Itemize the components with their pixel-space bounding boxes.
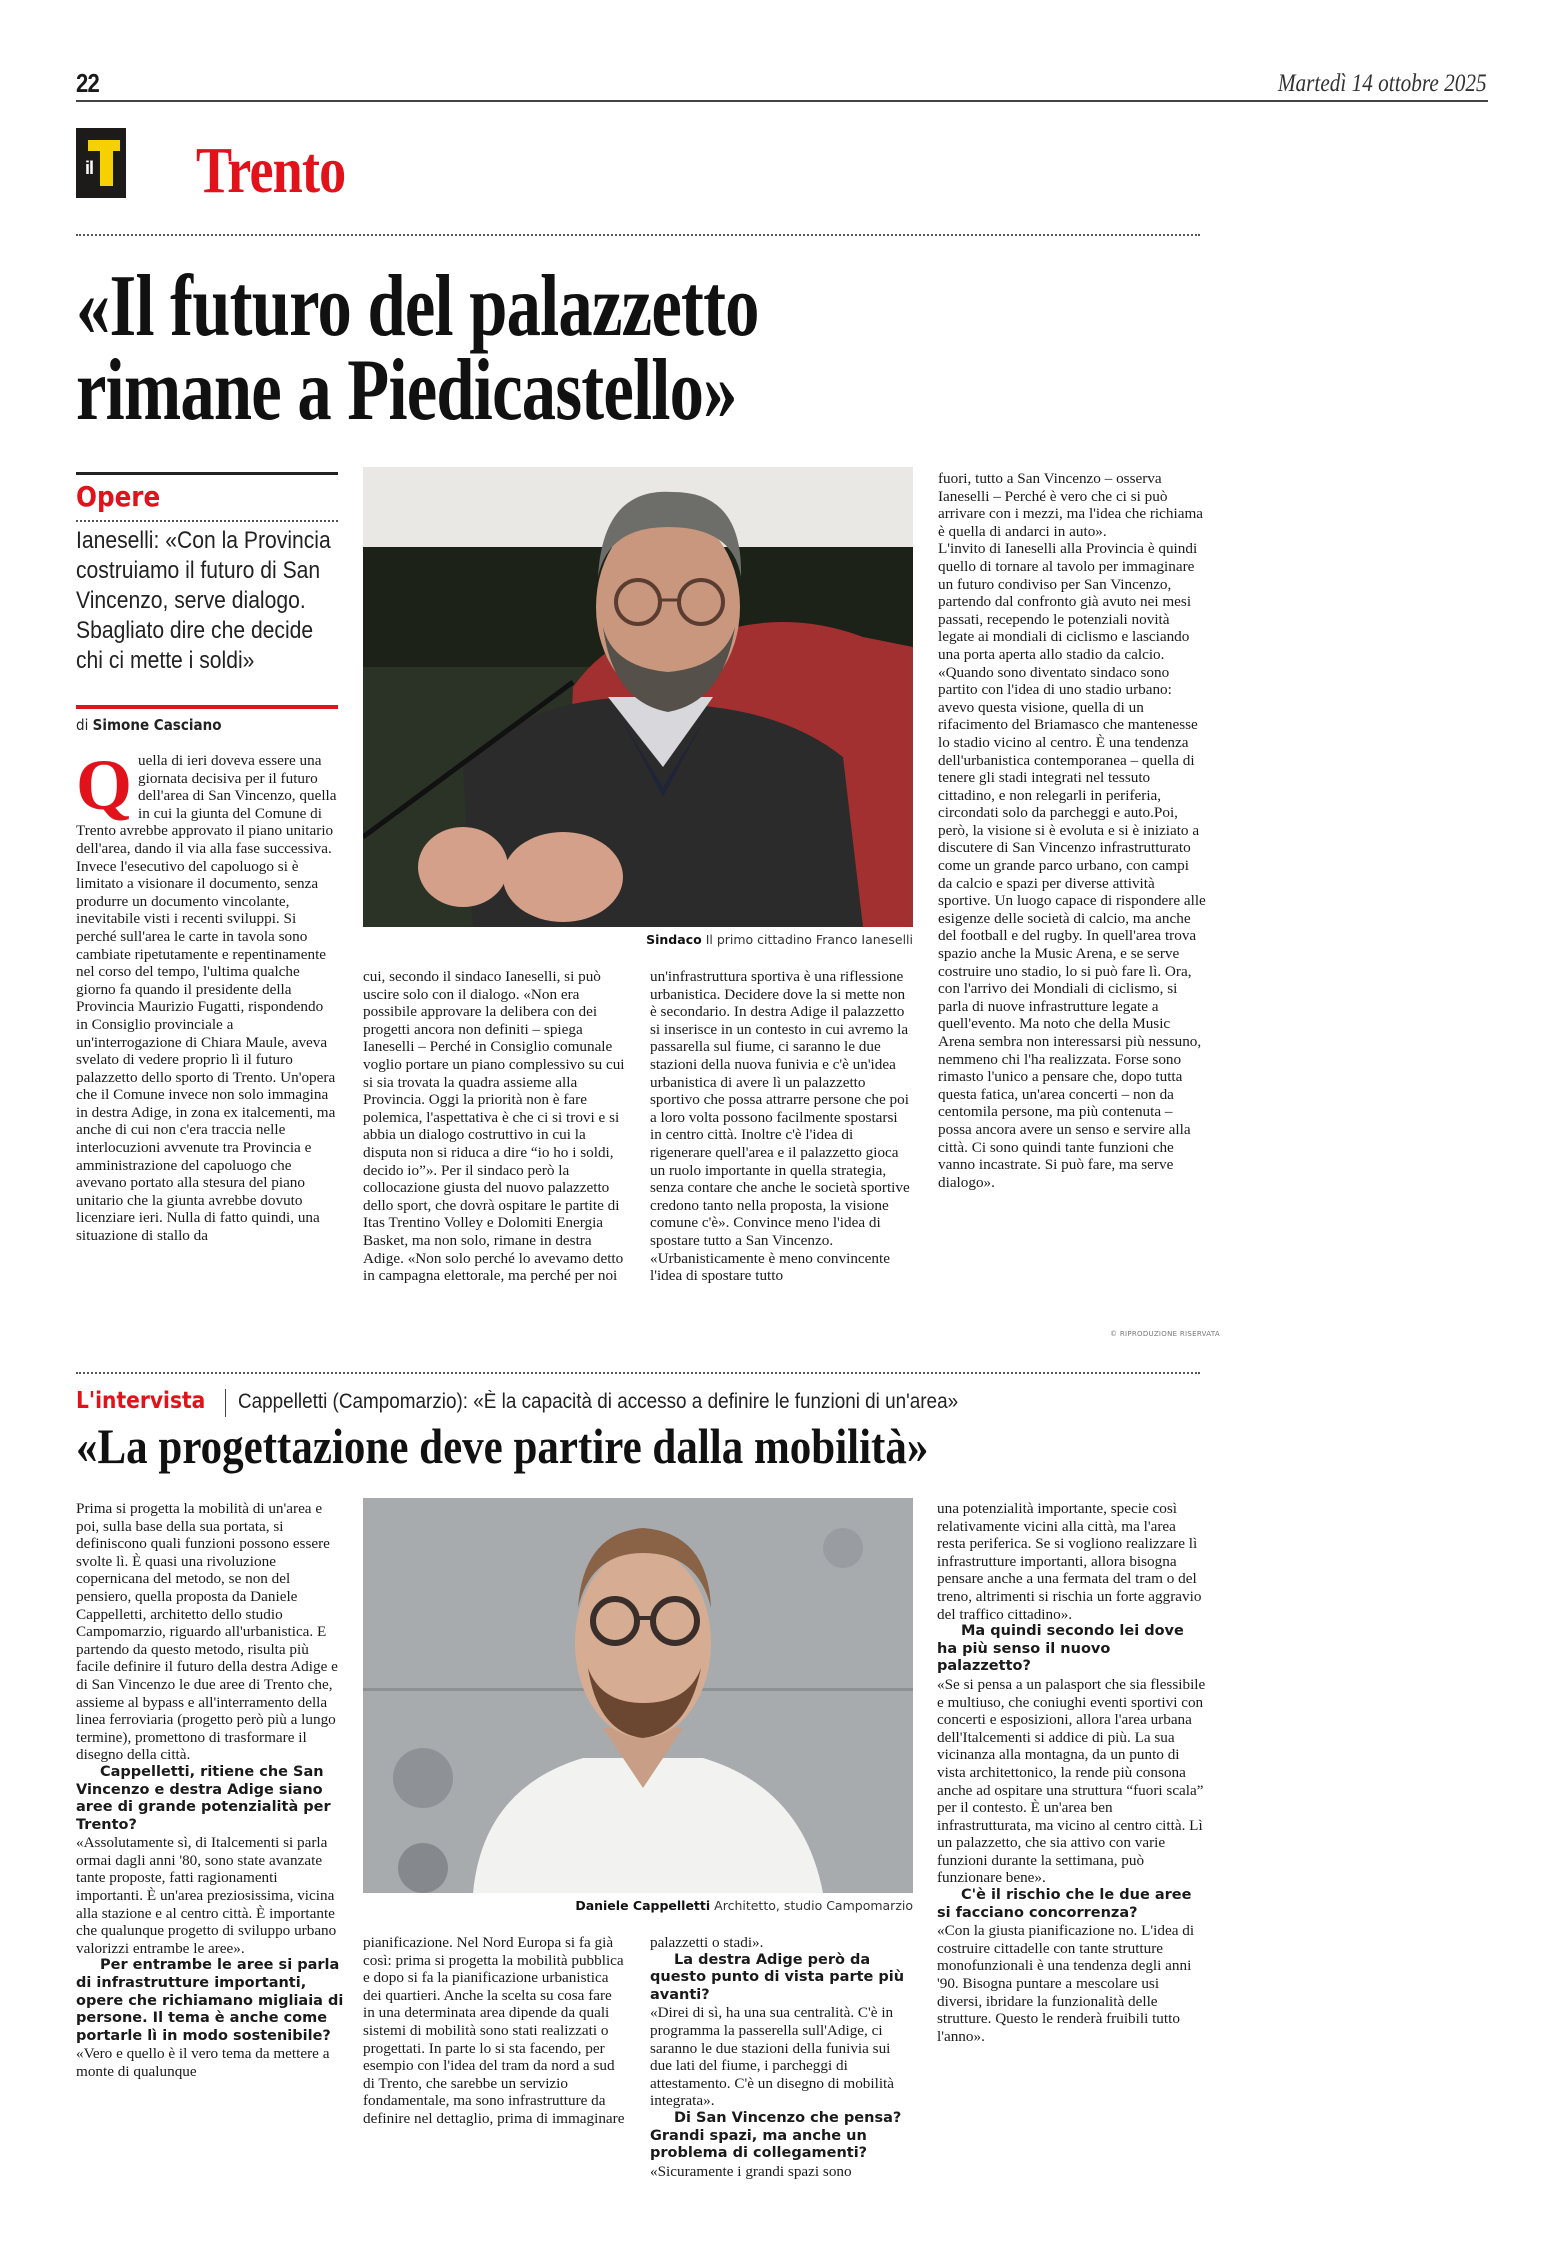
logo-t-stem xyxy=(100,140,113,186)
article1-column-3 xyxy=(650,968,912,1285)
byline xyxy=(76,716,221,734)
article1-column-4 xyxy=(938,470,1206,1191)
interview-kicker: L'intervista xyxy=(76,1388,206,1414)
interview-subkicker: Cappelletti (Campomarzio): «È la capacità di accesso a definire le funzioni di un'area» xyxy=(238,1390,959,1413)
headline-line-2: rimane a Piedicastello» xyxy=(76,342,737,439)
interview-answer: pianificazione. Nel Nord Europa si fa già così: prima si progetta la mobilità pubblica e dopo si fa la pianificazione urbanistica dei quartieri. Anche la scelta su cosa fare in una determinata area dipende da quali sistemi di mobilità sono stati realizzati o progettati. In parte lo si sta facendo, per esempio con l'idea del tram da nord a sud di Trento, che sarebbe un servizio fondamentale, ma sono infrastrutture da definire nel dettaglio, prima di immaginare xyxy=(363,1934,625,2127)
top-rule xyxy=(76,100,1488,102)
interview-answer: «Vero e quello è il vero tema da mettere a monte di qualunque xyxy=(76,2045,330,2080)
interview-answer: palazzetti o stadi». xyxy=(650,1934,764,1951)
interview-question: Di San Vincenzo che pensa? Grandi spazi, ma anche un problema di collegamenti? xyxy=(650,2109,902,2162)
copyright-notice: © RIPRODUZIONE RISERVATA xyxy=(1110,1330,1220,1338)
page-number: 22 xyxy=(76,68,99,98)
interview-answer: «Con la giusta pianificazione no. L'idea di costruire cittadelle con tante strutture monofunzionali è una tendenza degli anni '90. Bisogna puntare a mescolare usi diversi, ibridare la funzionalità delle strutture. Questo le renderà fruibili tutto l'anno». xyxy=(937,1922,1195,2045)
article2-column-1 xyxy=(76,1500,344,2081)
kicker: Opere xyxy=(76,480,161,513)
interview-answer: «Sicuramente i grandi spazi sono xyxy=(650,2162,852,2180)
article1-col4-p1: fuori, tutto a San Vincenzo – osserva Ianeselli – Perché è vero che ci si può arrivare con i mezzi, ma l'idea che richiama è quella di andarci in auto». xyxy=(938,470,1203,540)
article-divider xyxy=(76,1372,1200,1374)
newspaper-logo xyxy=(76,128,126,198)
interview-question: Cappelletti, ritiene che San Vincenzo e destra Adige siano aree di grande potenzialità per Trento? xyxy=(76,1763,331,1833)
article1-col1-text: uella di ieri doveva essere una giornata decisiva per il futuro dell'area di San Vincenzo, quella in cui la giunta del Comune di Trento avrebbe approvato il piano unitario dell'area, dando il via alla fase successiva. Invece l'esecutivo del capoluogo si è limitato a visionare il documento, senza produrre un documento vincolante, inevitabile visti i recenti sviluppi. Si perché sull'area le carte in tavola sono cambiate ripetutamente e repentinamente nel corso del tempo, l'ultima qualche giorno fa quando il presidente della Provincia Maurizio Fugatti, rispondendo in Consiglio provinciale a un'interrogazione di Chiara Maule, aveva svelato di vedere proprio lì il futuro palazzetto dello sporto di Trento. Un'opera che il Comune invece non solo immagina in destra Adige, in zona ex italcementi, ma anche di cui non c'era traccia nelle interlocuzioni avvenute tra Provincia e amministrazione del capoluogo che avevano portato alla stesura del piano unitario che la giunta avrebbe dovuto licenziare ieri. Nulla di fatto quindi, una situazione di stallo da xyxy=(76,752,337,1245)
interview-question: C'è il rischio che le due aree si facciano concorrenza? xyxy=(937,1887,1192,1921)
byline-rule xyxy=(76,705,338,709)
logo-il-text: il xyxy=(85,158,94,178)
dropcap: Q xyxy=(76,745,133,825)
photo-caption-1 xyxy=(363,932,913,947)
photo-ianeselli xyxy=(363,467,913,927)
interview-question: La destra Adige però da questo punto di vista parte più avanti? xyxy=(650,1951,905,2003)
photo-cappelletti xyxy=(363,1498,913,1893)
byline-author: Simone Casciano xyxy=(92,716,222,734)
caption-1-label: Sindaco xyxy=(646,932,702,947)
article1-column-1 xyxy=(76,745,338,1245)
main-headline xyxy=(76,258,759,439)
article2-column-3 xyxy=(650,1934,912,2180)
interview-answer: una potenzialità importante, specie così relativamente vicini alla città, ma l'area resta periferica. Se si vogliono realizzare lì infrastrutture importanti, allora bisogna pensare anche a una fermata del tram o del treno, altrimenti si rischia un forte aggravio del traffico cittadino». xyxy=(937,1500,1202,1623)
section-title: Trento xyxy=(196,134,346,207)
kicker-dotted-rule xyxy=(76,520,338,522)
article2-column-2 xyxy=(363,1934,625,2128)
issue-date: Martedì 14 ottobre 2025 xyxy=(1278,70,1487,97)
interview-answer: «Assolutamente sì, di Italcementi si parla ormai dagli anni '80, sono state avanzate tante proposte, fatti ragionamenti importanti. È un'area preziosissima, vicina alla stazione e al centro città. È importante che qualunque progetto di sviluppo urbano valorizzi entrambe le aree». xyxy=(76,1834,337,1957)
article1-col2-text: cui, secondo il sindaco Ianeselli, si può uscire solo con il dialogo. «Non era possibile approvare la delibera con dei progetti ancora non definiti – spiega Ianeselli – Perché in Consiglio comunale voglio portare un piano complessivo su cui si sia trovata la quadra assieme alla Provincia. Oggi la priorità non è fare polemica, l'aspettativa è che ci si trovi e si abbia un dialogo costruttivo in cui la disputa non si riduca a dire “io ho i soldi, decido io”». Per il sindaco però la collocazione giusta del nuovo palazzetto dello sport, che dovrà ospitare le partite di Itas Trentino Volley e Dolomiti Energia Basket, ma non solo, rimane in destra Adige. «Non solo perché lo avevamo detto in campagna elettorale, ma perché per noi xyxy=(363,968,625,1285)
interview-answer: «Direi di sì, ha una sua centralità. C'è in programma la passerella sull'Adige, ci saranno le due stazioni della funivia sui due lati del fiume, i parcheggi di attestamento. C'è un disegno di mobilità integrata». xyxy=(650,2004,895,2110)
interview-question: Ma quindi secondo lei dove ha più senso il nuovo palazzetto? xyxy=(937,1623,1184,1675)
photo-caption-2 xyxy=(363,1898,913,1913)
article2-column-4 xyxy=(937,1500,1207,2045)
article1-col4-p2: L'invito di Ianeselli alla Provincia è quindi quello di tornare al tavolo per immaginare un futuro condiviso per San Vincenzo, partendo dal confronto già avuto nei mesi passati, recependo le potenziali novità legate ai mondiali di ciclismo e lasciando una porta aperta allo stadio da calcio. «Quando sono diventato sindaco sono partito con l'idea di uno stadio urbano: avevo questa visione, quella di un rifacimento del Briamasco che mantenesse lo stadio vicino al centro. È una tendenza dell'urbanistica contemporanea – quella di tenere gli stadi integrati nel tessuto cittadino, e non relegarli in periferia, circondati solo da parcheggi e auto.Poi, però, la visione si è evoluta e si è iniziato a discutere di San Vincenzo infrastrutturato come un grande parco urbano, con campi da calcio e spazi per diverse attività sportive. Un luogo capace di rispondere alle esigenze delle società di calcio, ma anche del football e del rugby. In quell'area trova spazio anche la Music Arena, e se serve costruire uno stadio, lo si può fare lì. Ora, con l'arrivo dei Mondiali di ciclismo, si parla di nuove infrastrutture legate a quell'evento. Ma noto che della Music Arena sembra non interessarsi più nessuno, nemmeno chi l'ha realizzata. Forse sono rimasto l'unico a pensare che, dopo tutta questa fatica, un'area concerti – non da centomila persone, ma più contenuta – possa ancora avere un senso e servire alla città. Ci sono quindi tante funzioni che vanno incastrate. Si può fare, ma serve dialogo». xyxy=(938,540,1206,1191)
article1-column-2 xyxy=(363,968,625,1285)
kicker-rule xyxy=(76,472,338,475)
interview-answer: Prima si progetta la mobilità di un'area e poi, sulla base della sua portata, si definiscono quali funzioni possono essere svolte lì. È quasi una rivoluzione copernicana del metodo, se non del pensiero, quella proposta da Daniele Cappelletti, architetto dello studio Campomarzio, riguardo all'urbanistica. E partendo da questo metodo, risulta più facile definire il futuro della destra Adige e di San Vincenzo le due aree di Trento che, assieme al bypass e all'interramento della linea ferroviaria (progetto però più a lungo termine), promettono di trasformare il disegno della città. xyxy=(76,1500,338,1764)
caption-2-label: Daniele Cappelletti xyxy=(575,1898,711,1913)
byline-prefix: di xyxy=(76,716,89,734)
article1-col3-text: un'infrastruttura sportiva è una riflessione urbanistica. Decidere dove la si mette non è secondario. In destra Adige il palazzetto si inserisce in un contesto in cui avremo la passarella sul fiume, ci saranno le due stazioni della nuova funivia e c'è un'idea urbanistica di avere lì un palazzetto sportivo che possa attrarre persone che poi a loro volta possono facilmente spostarsi in centro città. Inoltre c'è l'idea di rigenerare quell'area e il palazzetto gioca un ruolo importante in quella strategia, senza contare che anche le società sportive credono tanto nella proposta, la visione comune c'è». Convince meno l'idea di spostare tutto a San Vincenzo. «Urbanisticamente è meno convincente l'idea di spostare tutto xyxy=(650,968,910,1285)
section-divider xyxy=(76,234,1200,236)
interview-question: Per entrambe le aree si parla di infrastrutture importanti, opere che richiamano migliaia di persone. Il tema è anche come portarle lì in modo sostenibile? xyxy=(76,1957,344,2044)
ianeselli-photo-illustration xyxy=(363,467,913,927)
interview-headline: «La progettazione deve partire dalla mobilità» xyxy=(76,1418,929,1474)
headline-line-1: «Il futuro del palazzetto xyxy=(76,258,759,355)
caption-1-text: Il primo cittadino Franco Ianeselli xyxy=(705,932,913,947)
cappelletti-photo-illustration xyxy=(363,1498,913,1893)
subheadline: Ianeselli: «Con la Provincia costruiamo il futuro di San Vincenzo, serve dialogo. Sbagliato dire che decide chi ci mette i soldi» xyxy=(76,527,331,674)
interview-answer: «Se si pensa a un palasport che sia flessibile e multiuso, che coniughi eventi sportivi con concerti e esposizioni, allora l'area urbana dell'Italcementi si addice di più. La sua vicinanza alla montagna, da un punto di vista architettonico, la rende più consona anche ad ospitare una struttura “fuori scala” per il contesto. È un'area ben infrastrutturata, ma vicino al centro città. Lì un palazzetto, che sia attivo con varie funzioni durante la settimana, può funzionare bene». xyxy=(937,1675,1206,1887)
caption-2-text: Architetto, studio Campomarzio xyxy=(714,1898,913,1913)
kicker-separator xyxy=(225,1389,226,1417)
